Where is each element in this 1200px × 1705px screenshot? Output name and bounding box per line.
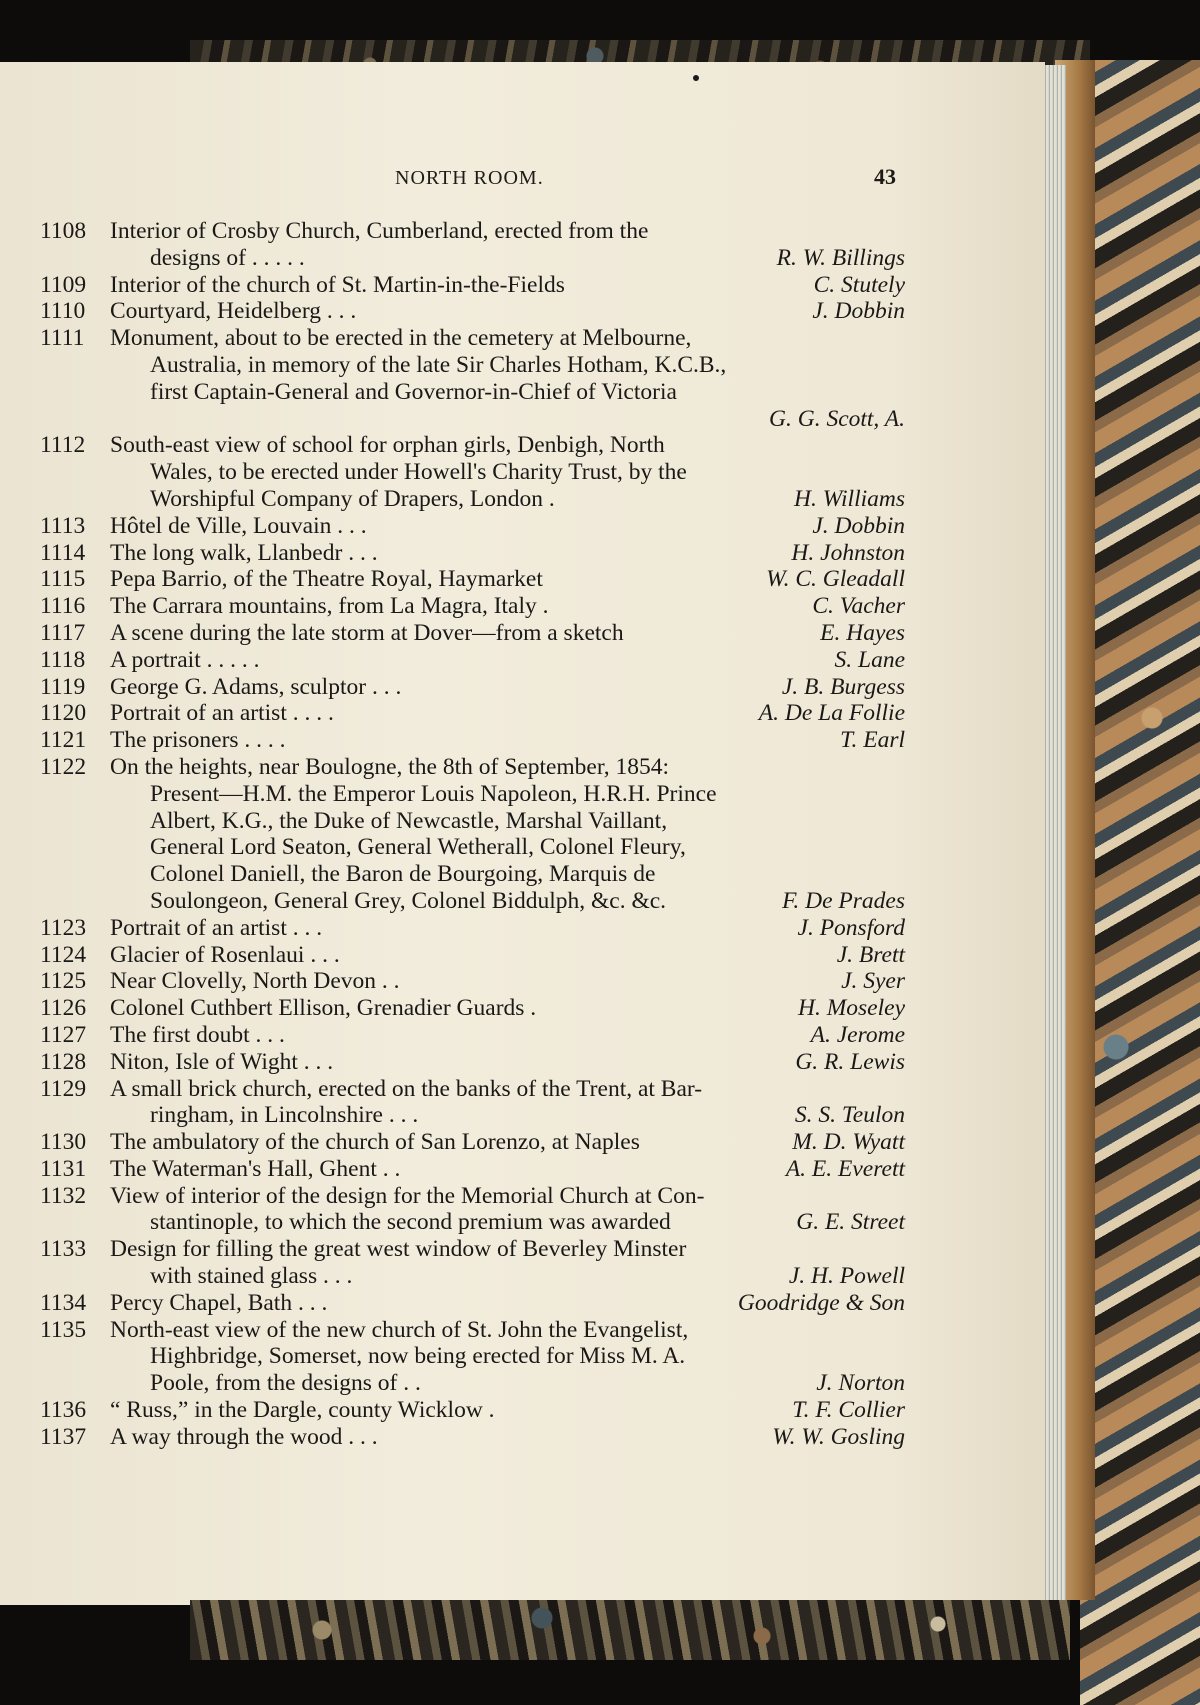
entry-title-text: The Waterman's Hall, Ghent . . bbox=[110, 1155, 401, 1182]
entry-title-text: Present—H.M. the Emperor Louis Napoleon, H.R.H. Prince bbox=[150, 780, 717, 807]
entry-title-line bbox=[110, 1183, 905, 1210]
entry-title-line bbox=[110, 1370, 905, 1397]
entry-title-line bbox=[110, 727, 905, 754]
entry-title-line bbox=[110, 1156, 905, 1183]
catalogue-entry bbox=[40, 593, 905, 620]
entry-title-line bbox=[110, 1263, 905, 1290]
entry-title-line bbox=[110, 1317, 905, 1344]
entry-title-line bbox=[110, 593, 905, 620]
entry-title-line bbox=[110, 432, 905, 459]
artist-name: S. Lane bbox=[834, 646, 905, 673]
marbled-bottom-edge bbox=[190, 1600, 1070, 1660]
entry-title-line bbox=[110, 1290, 905, 1317]
entry-title-text: View of interior of the design for the Memorial Church at Con- bbox=[110, 1182, 705, 1209]
entry-title-line bbox=[110, 647, 905, 674]
catalogue-entry bbox=[40, 620, 905, 647]
catalogue-entry bbox=[40, 513, 905, 540]
catalogue-entry bbox=[40, 647, 905, 674]
entry-title-text: On the heights, near Boulogne, the 8th of September, 1854: bbox=[110, 753, 670, 780]
entry-title-line bbox=[110, 700, 905, 727]
entry-body bbox=[110, 1076, 905, 1130]
entry-number: 1118 bbox=[40, 646, 86, 673]
marbled-board-right bbox=[1080, 60, 1200, 1705]
entry-title-line bbox=[110, 1102, 905, 1129]
entry-body bbox=[110, 674, 905, 701]
catalogue-entry bbox=[40, 1236, 905, 1290]
entry-title-text: Poole, from the designs of . . bbox=[150, 1370, 421, 1397]
entry-title-text: A scene during the late storm at Dover—from a sketch bbox=[110, 619, 624, 646]
catalogue-entry bbox=[40, 915, 905, 942]
artist-name: G. R. Lewis bbox=[795, 1048, 905, 1075]
entry-title-line bbox=[110, 540, 905, 567]
entry-number: 1135 bbox=[40, 1316, 87, 1343]
entry-number: 1111 bbox=[40, 325, 85, 352]
entry-title-line bbox=[110, 1129, 905, 1156]
entry-number: 1134 bbox=[40, 1289, 87, 1316]
entry-number: 1113 bbox=[40, 512, 86, 539]
entry-title-text: Portrait of an artist . . . . bbox=[110, 700, 334, 727]
entry-body bbox=[110, 298, 905, 325]
artist-name: J. H. Powell bbox=[788, 1263, 905, 1290]
entry-body bbox=[110, 593, 905, 620]
entry-title-line bbox=[110, 808, 905, 835]
artist-name: A. Jerome bbox=[810, 1021, 905, 1048]
entry-title-text: Worshipful Company of Drapers, London . bbox=[150, 485, 555, 512]
entry-title-line bbox=[110, 218, 905, 245]
artist-name: W. W. Gosling bbox=[772, 1423, 905, 1450]
entry-title-line bbox=[110, 674, 905, 701]
catalogue-entry bbox=[40, 1183, 905, 1237]
entry-body bbox=[110, 647, 905, 674]
entry-title-text: Near Clovelly, North Devon . . bbox=[110, 968, 400, 995]
catalogue-entry bbox=[40, 700, 905, 727]
catalogue-entry bbox=[40, 325, 905, 432]
entry-number: 1131 bbox=[40, 1155, 87, 1182]
catalogue-entry bbox=[40, 727, 905, 754]
entry-title-text: stantinople, to which the second premium was awarded bbox=[150, 1209, 671, 1236]
entry-number: 1132 bbox=[40, 1182, 87, 1209]
entry-title-text: Interior of Crosby Church, Cumberland, erected from the bbox=[110, 218, 649, 244]
entry-body bbox=[110, 513, 905, 540]
entry-title-text: Wales, to be erected under Howell's Charity Trust, by the bbox=[150, 459, 687, 486]
entry-title-line bbox=[110, 1076, 905, 1103]
artist-name: Goodridge & Son bbox=[737, 1289, 905, 1316]
catalogue-entry bbox=[40, 674, 905, 701]
entry-body bbox=[110, 1022, 905, 1049]
entry-body bbox=[110, 995, 905, 1022]
entry-title-line bbox=[110, 754, 905, 781]
entry-title-text: A way through the wood . . . bbox=[110, 1423, 378, 1450]
entry-number: 1116 bbox=[40, 593, 86, 620]
entry-title-line bbox=[110, 781, 905, 808]
catalogue-entry bbox=[40, 1424, 905, 1451]
entry-title-text: Monument, about to be erected in the cemetery at Melbourne, bbox=[110, 325, 692, 352]
entry-title-text: The long walk, Llanbedr . . . bbox=[110, 539, 378, 566]
artist-name: A. De La Follie bbox=[758, 700, 905, 727]
entry-number: 1125 bbox=[40, 968, 87, 995]
entry-body bbox=[110, 325, 905, 432]
artist-name: A. E. Everett bbox=[785, 1155, 905, 1182]
entry-body bbox=[110, 540, 905, 567]
entry-title-text: General Lord Seaton, General Wetherall, Colonel Fleury, bbox=[150, 834, 686, 861]
catalogue-entry bbox=[40, 1156, 905, 1183]
entry-number: 1136 bbox=[40, 1397, 87, 1424]
catalogue-entry bbox=[40, 942, 905, 969]
artist-name: J. Syer bbox=[841, 968, 905, 995]
entry-title-text: Colonel Daniell, the Baron de Bourgoing, Marquis de bbox=[150, 861, 656, 888]
catalogue-entry bbox=[40, 218, 905, 272]
entry-body bbox=[110, 272, 905, 299]
entry-body bbox=[110, 1317, 905, 1397]
catalogue-entry bbox=[40, 995, 905, 1022]
artist-name: H. Johnston bbox=[791, 539, 905, 566]
catalogue-entry bbox=[40, 432, 905, 512]
artist-name: T. Earl bbox=[840, 727, 905, 754]
catalogue-entry bbox=[40, 298, 905, 325]
artist-name: J. Dobbin bbox=[812, 512, 905, 539]
entry-number: 1109 bbox=[40, 271, 87, 298]
entry-body bbox=[110, 1156, 905, 1183]
entry-title-text: The Carrara mountains, from La Magra, Italy . bbox=[110, 593, 549, 620]
entry-title-line bbox=[110, 566, 905, 593]
entry-number: 1117 bbox=[40, 619, 86, 646]
entry-title-text: Niton, Isle of Wight . . . bbox=[110, 1048, 334, 1075]
entry-title-text: George G. Adams, sculptor . . . bbox=[110, 673, 402, 700]
entry-number: 1108 bbox=[40, 218, 87, 244]
entry-title-text: Percy Chapel, Bath . . . bbox=[110, 1289, 328, 1316]
entry-number: 1121 bbox=[40, 727, 87, 754]
catalogue-entry bbox=[40, 540, 905, 567]
entry-title-text: The first doubt . . . bbox=[110, 1021, 285, 1048]
entry-title-text: Soulongeon, General Grey, Colonel Biddulph, &c. &c. bbox=[150, 887, 667, 914]
entry-title-text: Pepa Barrio, of the Theatre Royal, Haymarket bbox=[110, 566, 543, 593]
catalogue-entry bbox=[40, 1317, 905, 1397]
entry-title-text: Courtyard, Heidelberg . . . bbox=[110, 298, 357, 325]
entry-body bbox=[110, 1397, 905, 1424]
entry-title-line bbox=[110, 379, 905, 406]
entry-number: 1137 bbox=[40, 1423, 87, 1450]
entry-number: 1119 bbox=[40, 673, 86, 700]
entry-title-line bbox=[110, 915, 905, 942]
entry-title-text: “ Russ,” in the Dargle, county Wicklow . bbox=[110, 1397, 495, 1424]
entry-title-text: South-east view of school for orphan girls, Denbigh, North bbox=[110, 432, 665, 459]
catalogue-entry bbox=[40, 1076, 905, 1130]
artist-name: W. C. Gleadall bbox=[766, 566, 905, 593]
entry-title-line bbox=[110, 272, 905, 299]
artist-name: G. E. Street bbox=[796, 1209, 905, 1236]
catalogue-entry bbox=[40, 566, 905, 593]
artist-name: C. Vacher bbox=[812, 593, 905, 620]
entry-title-line bbox=[110, 1022, 905, 1049]
entry-body bbox=[110, 1049, 905, 1076]
catalogue-entry bbox=[40, 1049, 905, 1076]
catalogue-entry bbox=[40, 1290, 905, 1317]
entry-title-line bbox=[110, 459, 905, 486]
entry-title-text: Colonel Cuthbert Ellison, Grenadier Guards . bbox=[110, 995, 537, 1022]
page-number: 43 bbox=[874, 164, 896, 189]
entry-title-line bbox=[110, 968, 905, 995]
entry-title-text: Glacier of Rosenlaui . . . bbox=[110, 941, 340, 968]
entry-title-line bbox=[110, 325, 905, 352]
entry-number: 1124 bbox=[40, 941, 87, 968]
entry-number: 1123 bbox=[40, 914, 87, 941]
catalogue-entry bbox=[40, 1397, 905, 1424]
entry-title-text: ringham, in Lincolnshire . . . bbox=[150, 1102, 419, 1129]
entry-title-line bbox=[110, 1424, 905, 1451]
entry-title-text: Design for filling the great west window of Beverley Minster bbox=[110, 1236, 687, 1263]
catalogue-entry bbox=[40, 272, 905, 299]
entry-title-line bbox=[110, 861, 905, 888]
artist-name: J. Brett bbox=[836, 941, 905, 968]
artist-name: E. Hayes bbox=[820, 619, 905, 646]
entry-title-text: The ambulatory of the church of San Lorenzo, at Naples bbox=[110, 1129, 640, 1156]
entry-title-text: North-east view of the new church of St. John the Evangelist, bbox=[110, 1316, 689, 1343]
entry-body bbox=[110, 218, 905, 272]
entry-number: 1133 bbox=[40, 1236, 87, 1263]
artist-name: F. De Prades bbox=[782, 887, 905, 914]
entry-number: 1115 bbox=[40, 566, 86, 593]
catalogue-entry bbox=[40, 1022, 905, 1049]
entry-number: 1127 bbox=[40, 1021, 87, 1048]
entry-title-line bbox=[110, 834, 905, 861]
artist-name: H. Williams bbox=[794, 485, 905, 512]
artist-name: G. G. Scott, A. bbox=[769, 405, 905, 432]
entry-body bbox=[110, 915, 905, 942]
entry-body bbox=[110, 1236, 905, 1290]
artist-name: J. B. Burgess bbox=[781, 673, 905, 700]
entry-number: 1129 bbox=[40, 1075, 87, 1102]
entry-body bbox=[110, 432, 905, 512]
entry-title-text: Albert, K.G., the Duke of Newcastle, Marshal Vaillant, bbox=[150, 807, 668, 834]
entry-title-line bbox=[110, 1049, 905, 1076]
entry-number: 1110 bbox=[40, 298, 86, 325]
entry-title-text: Interior of the church of St. Martin-in-the-Fields bbox=[110, 271, 565, 298]
entry-number: 1120 bbox=[40, 700, 87, 727]
entry-body bbox=[110, 727, 905, 754]
entry-title-line bbox=[110, 245, 905, 272]
entry-title-line bbox=[110, 513, 905, 540]
entry-title-line bbox=[110, 1236, 905, 1263]
entry-title-line bbox=[110, 888, 905, 915]
artist-name: R. W. Billings bbox=[776, 244, 905, 271]
catalogue-entries bbox=[40, 218, 905, 1451]
entry-title-text: Hôtel de Ville, Louvain . . . bbox=[110, 512, 367, 539]
entry-title-text: A small brick church, erected on the banks of the Trent, at Bar- bbox=[110, 1075, 703, 1102]
entry-number: 1112 bbox=[40, 432, 86, 459]
entry-title-text: The prisoners . . . . bbox=[110, 727, 286, 754]
entry-body bbox=[110, 700, 905, 727]
artist-name: J. Ponsford bbox=[797, 914, 905, 941]
entry-title-line bbox=[110, 298, 905, 325]
catalogue-entry bbox=[40, 754, 905, 915]
entry-title-line bbox=[110, 352, 905, 379]
entry-body bbox=[110, 566, 905, 593]
ink-dot bbox=[693, 75, 699, 81]
entry-body bbox=[110, 1183, 905, 1237]
entry-title-line bbox=[110, 486, 905, 513]
running-head: NORTH ROOM. bbox=[395, 167, 544, 189]
entry-title-text: designs of . . . . . bbox=[150, 244, 305, 271]
entry-title-line bbox=[110, 1209, 905, 1236]
entry-title-text: A portrait . . . . . bbox=[110, 646, 260, 673]
entry-title-text: Highbridge, Somerset, now being erected for Miss M. A. bbox=[150, 1343, 686, 1370]
entry-title-text: with stained glass . . . bbox=[150, 1263, 353, 1290]
artist-name: C. Stutely bbox=[813, 271, 905, 298]
entry-title-line bbox=[110, 942, 905, 969]
catalogue-entry bbox=[40, 968, 905, 995]
entry-number: 1130 bbox=[40, 1129, 87, 1156]
entry-body bbox=[110, 1129, 905, 1156]
artist-name: S. S. Teulon bbox=[794, 1102, 905, 1129]
catalogue-entry bbox=[40, 1129, 905, 1156]
entry-title-line bbox=[110, 1343, 905, 1370]
entry-body bbox=[110, 968, 905, 995]
entry-number: 1122 bbox=[40, 753, 87, 780]
artist-name: H. Moseley bbox=[797, 995, 905, 1022]
entry-number: 1114 bbox=[40, 539, 86, 566]
artist-name: M. D. Wyatt bbox=[792, 1129, 905, 1156]
artist-name: J. Dobbin bbox=[812, 298, 905, 325]
artist-name: T. F. Collier bbox=[792, 1397, 905, 1424]
artist-name: J. Norton bbox=[816, 1370, 905, 1397]
entry-body bbox=[110, 1290, 905, 1317]
entry-title-text: first Captain-General and Governor-in-Chief of Victoria bbox=[150, 378, 677, 405]
entry-body bbox=[110, 1424, 905, 1451]
entry-title-line bbox=[110, 995, 905, 1022]
entry-body bbox=[110, 942, 905, 969]
entry-number: 1128 bbox=[40, 1048, 87, 1075]
entry-title-text: Australia, in memory of the late Sir Charles Hotham, K.C.B., bbox=[150, 351, 727, 378]
entry-title-text: Portrait of an artist . . . bbox=[110, 914, 323, 941]
entry-title-line bbox=[110, 620, 905, 647]
entry-body bbox=[110, 620, 905, 647]
entry-number: 1126 bbox=[40, 995, 87, 1022]
entry-title-line bbox=[110, 1397, 905, 1424]
entry-body bbox=[110, 754, 905, 915]
